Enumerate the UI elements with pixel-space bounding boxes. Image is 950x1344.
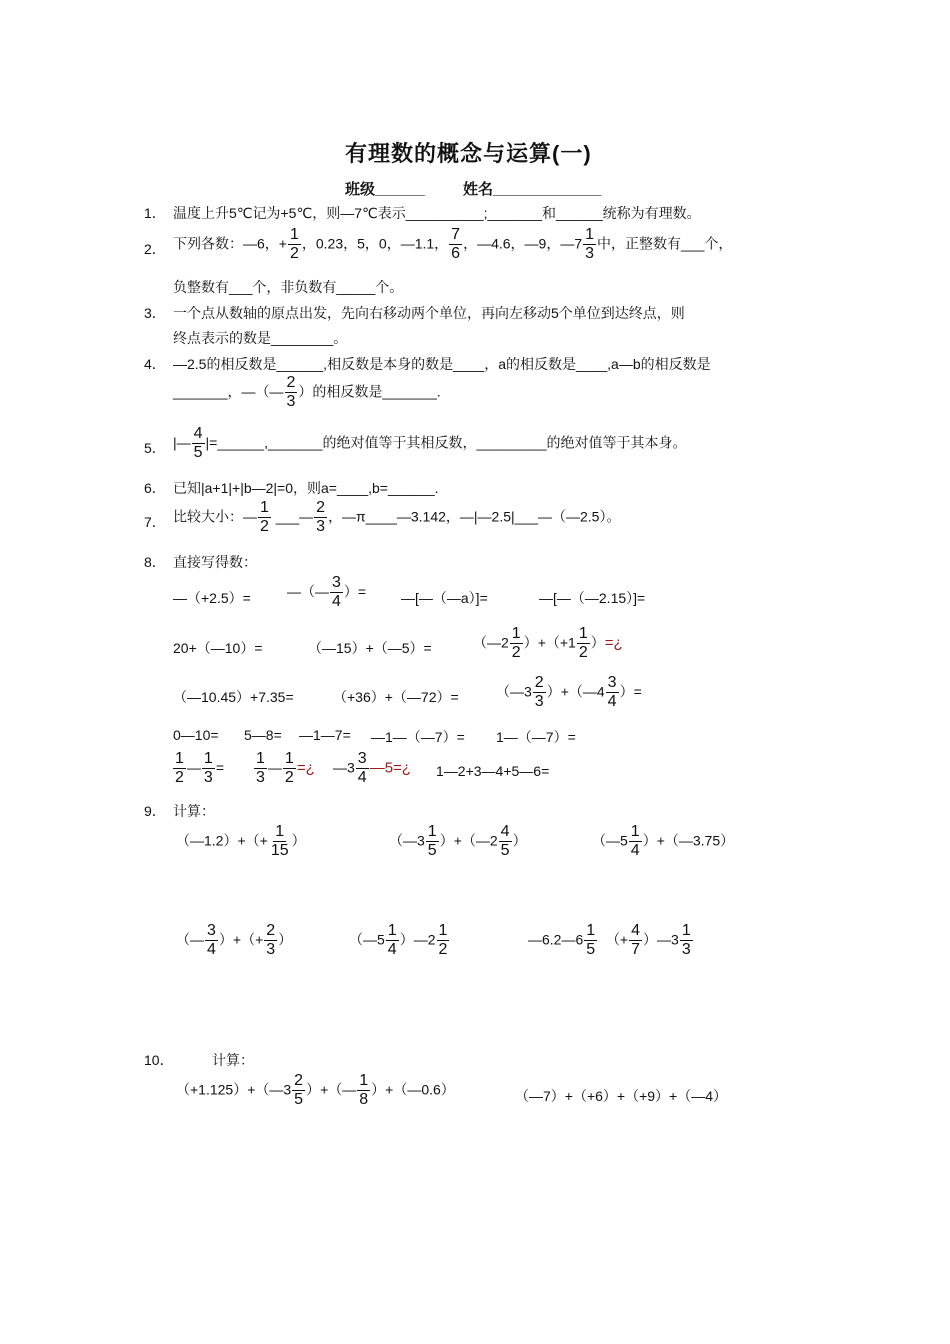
fraction: $\frac{3}{4}$ xyxy=(357,750,367,787)
q9-r1-c xyxy=(592,823,734,861)
q8-r5-d: 1—2+3—4+5—6= xyxy=(436,763,550,779)
fraction: $\frac{1}{4}$ xyxy=(630,823,640,860)
q3-line1: 一个点从数轴的原点出发，先向右移动两个单位，再向左移动5个单位到达终点，则 xyxy=(173,305,685,321)
q10-head: 计算： xyxy=(212,1052,254,1068)
fraction: $\frac{1}{2}$ xyxy=(260,499,269,536)
q8-r3-c2: ）+（—4 xyxy=(546,683,605,700)
fraction: $\frac{1}{15}$ xyxy=(270,823,289,860)
fraction: $\frac{1}{4}$ xyxy=(387,922,397,959)
q6-number: 6． xyxy=(144,480,166,496)
q8-r3-c3: ）= xyxy=(619,683,642,700)
q8-r3-a: （—10.45）+7.35= xyxy=(173,689,294,705)
q8-r2-a: 20+（—10）= xyxy=(173,640,263,656)
q8-r5-b1: — xyxy=(267,759,282,776)
q9-r2-c3: ）—3 xyxy=(643,931,679,948)
q8-r2-c xyxy=(473,625,623,663)
fraction: $\frac{1}{5}$ xyxy=(427,823,437,860)
q8-r4-d: —1—（—7）= xyxy=(371,729,465,745)
q9-r2-b xyxy=(349,922,450,960)
q8-r2-c1: （—2 xyxy=(473,634,509,651)
q9-number: 9． xyxy=(144,803,166,819)
q9-r2-b1: （—5 xyxy=(349,931,385,948)
q2-number: 2． xyxy=(144,241,166,257)
fraction: $\frac{3}{4}$ xyxy=(607,674,617,711)
q2-line1 xyxy=(173,226,732,264)
fraction: $\frac{1}{5}$ xyxy=(586,922,596,959)
fraction: $\frac{1}{2}$ xyxy=(175,750,184,787)
fraction: $\frac{4}{7}$ xyxy=(631,922,641,959)
q9-r1-a1: （—1.2）+（+ xyxy=(176,832,268,849)
q8-r2-c3: ） xyxy=(590,634,605,651)
q8-r1-d: —[—（—2.15）]= xyxy=(539,590,646,606)
q8-r3-b: （+36）+（—72）= xyxy=(333,689,459,705)
q7-text-b: ___— xyxy=(271,508,314,525)
q10-a1: （+1.125）+（—3 xyxy=(176,1081,292,1098)
q8-r5-c2: —5=¿ xyxy=(369,759,411,777)
fraction: $\frac{1}{2}$ xyxy=(578,625,588,662)
q5-text-a: |— xyxy=(173,434,191,451)
q1-number: 1． xyxy=(144,205,166,221)
q4-line2 xyxy=(173,374,441,412)
page-title: 有理数的概念与运算(一) xyxy=(345,141,592,166)
q9-r2-a xyxy=(176,922,292,960)
q10-a2: ）+（— xyxy=(306,1081,357,1098)
q9-r2-c xyxy=(528,922,694,960)
q7-text-c: ，—π____—3.142，—|—2.5|___—（—2.5）。 xyxy=(328,508,621,525)
q9-r1-b3: ） xyxy=(512,832,527,849)
q9-r1-b1: （—3 xyxy=(389,832,425,849)
q8-r5-c xyxy=(333,750,411,788)
q10-number: 10． xyxy=(144,1052,174,1068)
q3-line2: 终点表示的数是________。 xyxy=(173,330,348,346)
q8-r1-c: —[—（—a）]= xyxy=(401,590,488,606)
q8-r4-a: 0—10= xyxy=(173,727,219,743)
q5-line xyxy=(173,425,687,463)
q8-number: 8． xyxy=(144,554,166,570)
q8-r3-c xyxy=(496,674,642,712)
q8-r5-a1: — xyxy=(186,759,201,776)
q8-r5-b xyxy=(253,750,315,788)
q10-a3: ）+（—0.6） xyxy=(371,1081,455,1098)
q9-r1-c1: （—5 xyxy=(592,832,628,849)
q5-text-b: |=______,_______的绝对值等于其相反数，_________的绝对值等于其本身。 xyxy=(205,434,687,451)
fraction: $\frac{4}{5}$ xyxy=(500,823,510,860)
q9-head: 计算： xyxy=(173,803,215,819)
q2-text-b: ，0.23，5，0，—1.1， xyxy=(301,235,449,252)
q8-r5-b2: =¿ xyxy=(296,759,315,777)
q9-r2-a3: ） xyxy=(278,931,293,948)
q5-number: 5． xyxy=(144,440,166,456)
q8-r3-c1: （—3 xyxy=(496,683,532,700)
fraction: $\frac{1}{2}$ xyxy=(511,625,521,662)
q9-r2-c1: —6.2—6 xyxy=(528,931,584,948)
fraction: $\frac{3}{4}$ xyxy=(332,574,341,611)
q4-text-b: ）的相反数是_______. xyxy=(298,383,441,400)
fraction: $\frac{7}{6}$ xyxy=(451,226,461,263)
fraction: $\frac{1}{2}$ xyxy=(284,750,294,787)
q9-r2-a1: （— xyxy=(176,931,204,948)
q9-r2-b2: ）—2 xyxy=(399,931,436,948)
q8-r4-b: 5—8= xyxy=(244,727,282,743)
q2-text-a: 下列各数：—6，+ xyxy=(173,235,287,252)
fraction: $\frac{1}{3}$ xyxy=(585,226,595,263)
q8-r2-c4: =¿ xyxy=(604,634,623,652)
fraction: $\frac{2}{3}$ xyxy=(534,674,544,711)
q7-text-a: 比较大小：— xyxy=(173,508,257,525)
fraction: $\frac{1}{3}$ xyxy=(203,750,213,787)
q8-r1-b2: ）= xyxy=(343,583,367,600)
q1-text: 温度上升5℃记为+5℃，则—7℃表示__________;_______和______统称为有理数。 xyxy=(173,205,701,221)
q9-r2-c2: （+ xyxy=(605,931,629,948)
q4-line1: —2.5的相反数是______,相反数是本身的数是____，a的相反数是____,a—b的相反数是 xyxy=(173,356,711,372)
q9-r1-b2: ）+（—2 xyxy=(439,832,498,849)
fraction: $\frac{2}{5}$ xyxy=(294,1072,304,1109)
q9-r1-b xyxy=(389,823,527,861)
q8-r2-b: （—15）+（—5）= xyxy=(308,640,432,656)
q8-r1-a: —（+2.5）= xyxy=(173,590,251,606)
fraction: $\frac{2}{3}$ xyxy=(286,374,296,411)
q9-r1-c2: ）+（—3.75） xyxy=(642,832,735,849)
fraction: $\frac{1}{3}$ xyxy=(256,750,265,787)
q4-number: 4． xyxy=(144,356,166,372)
q9-r1-a2: ） xyxy=(291,832,306,849)
fraction: $\frac{2}{3}$ xyxy=(266,922,276,959)
q7-line xyxy=(173,499,620,537)
q4-text-a: _______，—（— xyxy=(173,383,284,400)
q8-r4-e: 1—（—7）= xyxy=(496,729,576,745)
q2-line2: 负整数有___个，非负数有_____个。 xyxy=(173,279,404,295)
q10-a xyxy=(176,1072,455,1110)
q9-r1-a xyxy=(176,823,306,861)
q8-r5-a xyxy=(172,750,224,788)
name-label: 姓名_____________ xyxy=(463,181,602,198)
q9-r2-a2: ）+（+ xyxy=(218,931,264,948)
fraction: $\frac{1}{2}$ xyxy=(289,226,299,263)
fraction: $\frac{1}{8}$ xyxy=(359,1072,369,1109)
fraction: $\frac{4}{5}$ xyxy=(193,425,203,462)
q8-r5-a2: = xyxy=(215,759,224,776)
fraction: $\frac{1}{2}$ xyxy=(438,922,448,959)
fraction: $\frac{2}{3}$ xyxy=(316,499,326,536)
q2-text-c: ，—4.6，—9，—7 xyxy=(463,235,583,252)
q8-r4-c: —1—7= xyxy=(299,727,351,743)
q3-number: 3． xyxy=(144,305,166,321)
q8-head: 直接写得数： xyxy=(173,554,257,570)
q2-text-d: 中，正整数有___个， xyxy=(597,235,733,252)
class-label: 班级______ xyxy=(345,181,426,198)
q8-r2-c2: ）+（+1 xyxy=(523,634,576,651)
fraction: $\frac{3}{4}$ xyxy=(207,922,216,959)
q6-text: 已知|a+1|+|b—2|=0，则a=____,b=______. xyxy=(173,480,439,496)
q8-r1-b xyxy=(287,574,366,612)
q7-number: 7． xyxy=(144,514,166,530)
fraction: $\frac{1}{3}$ xyxy=(681,922,691,959)
q10-b: （—7）+（+6）+（+9）+（—4） xyxy=(515,1088,728,1104)
q8-r1-b1: —（— xyxy=(287,583,329,600)
q8-r5-c1: —3 xyxy=(333,759,355,776)
